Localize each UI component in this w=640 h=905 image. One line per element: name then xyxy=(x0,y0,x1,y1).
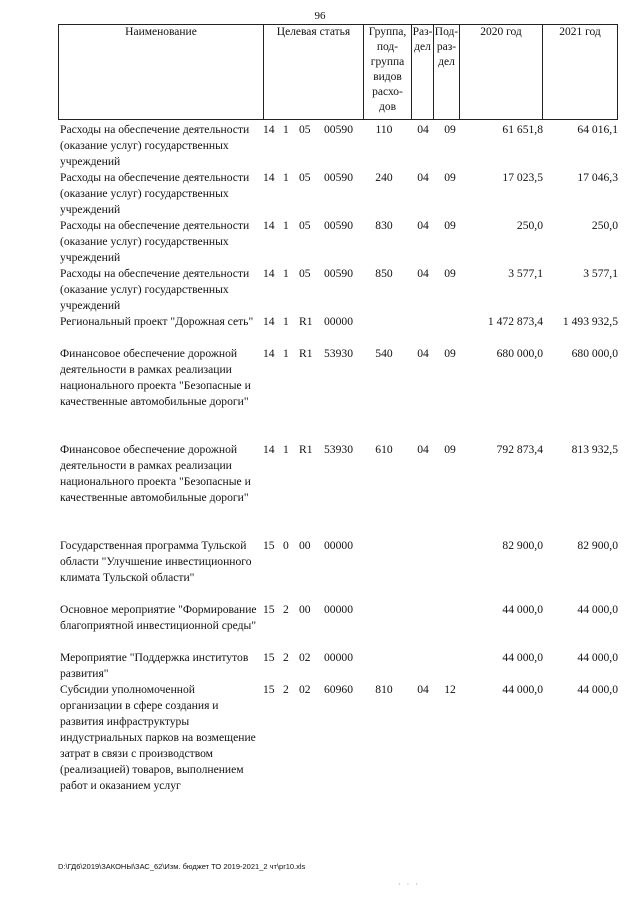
amount-2020: 82 900,0 xyxy=(502,539,543,552)
amount-2021: 44 000,0 xyxy=(577,683,618,696)
target-code-event: 02 xyxy=(299,651,311,664)
amount-2021: 1 493 932,5 xyxy=(562,315,618,328)
subsection: 09 xyxy=(444,219,456,232)
target-code-program: 14 xyxy=(263,443,275,456)
amount-2021: 44 000,0 xyxy=(577,603,618,616)
table-row xyxy=(58,538,618,602)
row-name: Расходы на обеспечение деятельности (оказание услуг) государственных учреждений xyxy=(60,267,250,312)
amount-2020: 44 000,0 xyxy=(502,683,543,696)
table-row xyxy=(58,122,618,170)
header-podrazdel: Под- раз- дел xyxy=(434,25,460,120)
row-name: Субсидии уполномоченной организации в сфере создания и развития инфраструктуры индустриальных парков на возмещение затрат в связи с производством (реализацией) товаров, выполнением работ и оказанием услуг xyxy=(60,683,256,792)
amount-2021: 3 577,1 xyxy=(583,267,618,280)
section: 04 xyxy=(417,267,429,280)
target-code-direction: 53930 xyxy=(324,347,353,360)
section: 04 xyxy=(417,171,429,184)
target-code-subprogram: 2 xyxy=(283,651,289,664)
header-name: Наименование xyxy=(59,25,264,120)
row-name: Региональный проект "Дорожная сеть" xyxy=(60,315,254,328)
section: 04 xyxy=(417,443,429,456)
target-code-subprogram: 2 xyxy=(283,603,289,616)
target-code-program: 14 xyxy=(263,171,275,184)
header-2021: 2021 год xyxy=(543,25,618,120)
target-code-program: 14 xyxy=(263,347,275,360)
subsection: 09 xyxy=(444,443,456,456)
amount-2021: 17 046,3 xyxy=(577,171,618,184)
table-row xyxy=(58,346,618,442)
expense-group: 110 xyxy=(375,123,393,136)
subsection: 09 xyxy=(444,123,456,136)
table-row xyxy=(58,170,618,218)
expense-group: 810 xyxy=(375,683,393,696)
amount-2021: 44 000,0 xyxy=(577,651,618,664)
target-code-event: 05 xyxy=(299,171,311,184)
amount-2020: 792 873,4 xyxy=(496,443,543,456)
subsection: 12 xyxy=(444,683,456,696)
header-target: Целевая статья xyxy=(264,25,364,120)
amount-2020: 44 000,0 xyxy=(502,651,543,664)
section: 04 xyxy=(417,219,429,232)
target-code-direction: 00590 xyxy=(324,123,353,136)
amount-2020: 3 577,1 xyxy=(508,267,543,280)
table-row xyxy=(58,266,618,314)
target-code-subprogram: 1 xyxy=(283,443,289,456)
row-name: Расходы на обеспечение деятельности (оказание услуг) государственных учреждений xyxy=(60,171,250,216)
amount-2021: 680 000,0 xyxy=(571,347,618,360)
amount-2020: 250,0 xyxy=(516,219,543,232)
amount-2020: 1 472 873,4 xyxy=(487,315,543,328)
row-name: Мероприятие "Поддержка институтов развития" xyxy=(60,651,249,680)
target-code-program: 14 xyxy=(263,315,275,328)
subsection: 09 xyxy=(444,267,456,280)
target-code-event: 05 xyxy=(299,219,311,232)
amount-2020: 44 000,0 xyxy=(502,603,543,616)
page-number: 96 xyxy=(314,10,326,22)
amount-2021: 250,0 xyxy=(591,219,618,232)
header-razdel: Раз- дел xyxy=(412,25,434,120)
scan-marks: · · · xyxy=(398,880,420,889)
table-row xyxy=(58,314,618,346)
header-2020: 2020 год xyxy=(460,25,543,120)
target-code-program: 15 xyxy=(263,651,275,664)
table-row xyxy=(58,442,618,538)
target-code-event: R1 xyxy=(299,347,313,360)
target-code-program: 14 xyxy=(263,219,275,232)
expense-group: 540 xyxy=(375,347,393,360)
table-row xyxy=(58,682,618,810)
target-code-subprogram: 1 xyxy=(283,219,289,232)
target-code-event: R1 xyxy=(299,315,313,328)
footer-file-path: D:\ГД6\2019\ЗАКОНЫ\ЗАС_62\Изм. бюджет ТО 2019-2021_2 чт\pr10.xls xyxy=(58,862,306,871)
target-code-subprogram: 2 xyxy=(283,683,289,696)
target-code-subprogram: 0 xyxy=(283,539,289,552)
subsection: 09 xyxy=(444,171,456,184)
section: 04 xyxy=(417,123,429,136)
target-code-program: 15 xyxy=(263,603,275,616)
target-code-event: 00 xyxy=(299,539,311,552)
table-header xyxy=(58,24,618,120)
target-code-program: 15 xyxy=(263,539,275,552)
row-name: Государственная программа Тульской области "Улучшение инвестиционного климата Тульской области" xyxy=(60,539,252,584)
target-code-subprogram: 1 xyxy=(283,315,289,328)
row-name: Расходы на обеспечение деятельности (оказание услуг) государственных учреждений xyxy=(60,219,250,264)
target-code-event: 05 xyxy=(299,123,311,136)
target-code-subprogram: 1 xyxy=(283,123,289,136)
target-code-program: 15 xyxy=(263,683,275,696)
row-name: Финансовое обеспечение дорожной деятельности в рамках реализации национального проекта "Безопасные и качественные автомобильные дороги" xyxy=(60,347,251,408)
target-code-program: 14 xyxy=(263,267,275,280)
target-code-direction: 00000 xyxy=(324,651,353,664)
target-code-event: R1 xyxy=(299,443,313,456)
row-name: Финансовое обеспечение дорожной деятельности в рамках реализации национального проекта "Безопасные и качественные автомобильные дороги" xyxy=(60,443,251,504)
table-row xyxy=(58,602,618,650)
target-code-direction: 00590 xyxy=(324,171,353,184)
expense-group: 240 xyxy=(375,171,393,184)
amount-2021: 813 932,5 xyxy=(571,443,618,456)
target-code-direction: 60960 xyxy=(324,683,353,696)
expense-group: 850 xyxy=(375,267,393,280)
amount-2020: 61 651,8 xyxy=(502,123,543,136)
section: 04 xyxy=(417,683,429,696)
section: 04 xyxy=(417,347,429,360)
target-code-direction: 00590 xyxy=(324,267,353,280)
subsection: 09 xyxy=(444,347,456,360)
target-code-subprogram: 1 xyxy=(283,267,289,280)
target-code-program: 14 xyxy=(263,123,275,136)
target-code-event: 00 xyxy=(299,603,311,616)
row-name: Основное мероприятие "Формирование благоприятной инвестиционной среды" xyxy=(60,603,257,632)
amount-2020: 17 023,5 xyxy=(502,171,543,184)
amount-2020: 680 000,0 xyxy=(496,347,543,360)
target-code-direction: 00000 xyxy=(324,603,353,616)
target-code-direction: 00590 xyxy=(324,219,353,232)
expense-group: 610 xyxy=(375,443,393,456)
table-row xyxy=(58,650,618,682)
target-code-subprogram: 1 xyxy=(283,347,289,360)
target-code-direction: 00000 xyxy=(324,315,353,328)
table-row xyxy=(58,218,618,266)
expense-group: 830 xyxy=(375,219,393,232)
target-code-event: 05 xyxy=(299,267,311,280)
target-code-event: 02 xyxy=(299,683,311,696)
amount-2021: 64 016,1 xyxy=(577,123,618,136)
header-group: Группа, под- группа видов расхо- дов xyxy=(364,25,412,120)
target-code-direction: 00000 xyxy=(324,539,353,552)
table-body xyxy=(58,122,618,810)
target-code-direction: 53930 xyxy=(324,443,353,456)
amount-2021: 82 900,0 xyxy=(577,539,618,552)
row-name: Расходы на обеспечение деятельности (оказание услуг) государственных учреждений xyxy=(60,123,250,168)
target-code-subprogram: 1 xyxy=(283,171,289,184)
